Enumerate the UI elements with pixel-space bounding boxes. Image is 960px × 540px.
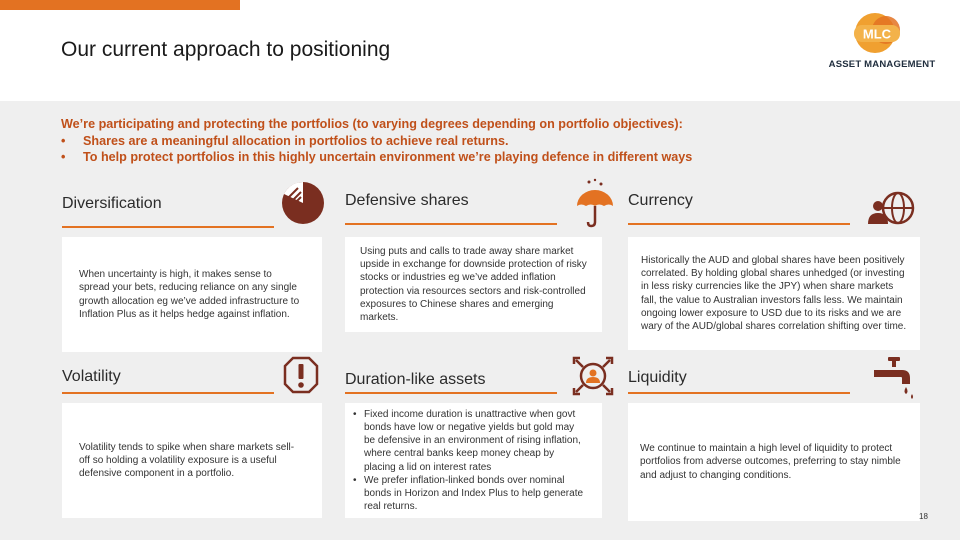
top-accent-bar — [0, 0, 240, 10]
section-body-diversification: When uncertainty is high, it makes sense to spread your bets, reducing reliance on any single growth allocation eg we’ve added infrastructure to Inflation Plus as it helps hedge against inflation. — [62, 237, 322, 352]
pie-chart-icon — [280, 180, 326, 226]
section-body-liquidity: We continue to maintain a high level of liquidity to protect portfolios from adverse outcomes, preferring to stay nimble and adjust to changing conditions. — [628, 403, 920, 521]
section-body-duration — [345, 403, 602, 518]
intro-bullet — [61, 149, 941, 166]
intro-bullet-text: To help protect portfolios in this highly uncertain environment we’re playing defence in different ways — [83, 150, 693, 164]
list-item: • Fixed income duration is unattractive when govt bonds have low or negative yields but gold may be defensive in an environment of rising inflation, where central banks keep money cheap by placing a lid on interest rates — [350, 408, 588, 474]
warning-icon — [283, 356, 319, 394]
logo-text: ASSET MANAGEMENT — [828, 59, 936, 70]
section-title-defensive-shares: Defensive shares — [345, 192, 469, 209]
intro-bullet-text: Shares are a meaningful allocation in portfolios to achieve real returns. — [83, 133, 509, 148]
globe-person-icon — [866, 190, 916, 230]
section-title-duration: Duration-like assets — [345, 371, 486, 388]
section-title-volatility: Volatility — [62, 368, 121, 385]
section-underline — [345, 223, 557, 225]
logo-mark: MLC — [862, 26, 892, 42]
intro-lead: We’re participating and protecting the portfolios (to varying degrees depending on portfolio objectives): — [61, 117, 683, 131]
tap-icon — [872, 356, 918, 402]
section-underline — [345, 392, 557, 394]
mlc-logo — [822, 12, 942, 74]
section-body-currency: Historically the AUD and global shares have been positively correlated. By holding global shares unhedged (or investing in less risky currencies like the JPY) when share markets fall, the value to Australian investors falls less. We maintain ongoing lower exposure to USD due to its risks and we are wary of the AUD/global shares correlation shifting over time. — [628, 237, 920, 350]
section-title-liquidity: Liquidity — [628, 369, 687, 386]
section-underline — [628, 223, 850, 225]
list-item: • We prefer inflation-linked bonds over nominal bonds in Horizon and Index Plus to help generate real returns. — [350, 474, 588, 514]
page-number: 18 — [919, 512, 928, 521]
section-underline — [62, 392, 274, 394]
section-body-defensive-shares: Using puts and calls to trade away share market upside in exchange for downside protection of risky stocks or industries eg we’ve added inflation protection via resources sectors and risk-controlled exposures to Chinese shares and emerging markets. — [345, 237, 602, 332]
bullet-mark: • — [61, 133, 66, 148]
section-body-volatility: Volatility tends to spike when share markets sell-off so holding a volatility exposure is a useful defensive component in a portfolio. — [62, 403, 322, 518]
target-person-icon — [572, 356, 614, 396]
duration-bullet-list — [350, 408, 588, 514]
section-underline — [628, 392, 850, 394]
bullet-mark: • — [61, 150, 66, 164]
umbrella-icon — [572, 178, 618, 228]
intro-bullet — [61, 133, 941, 150]
intro-text — [61, 116, 941, 166]
section-title-currency: Currency — [628, 192, 693, 209]
page-title: Our current approach to positioning — [61, 38, 391, 61]
section-title-diversification: Diversification — [62, 195, 162, 212]
mlc-logo-icon — [822, 12, 942, 58]
section-underline — [62, 226, 274, 228]
